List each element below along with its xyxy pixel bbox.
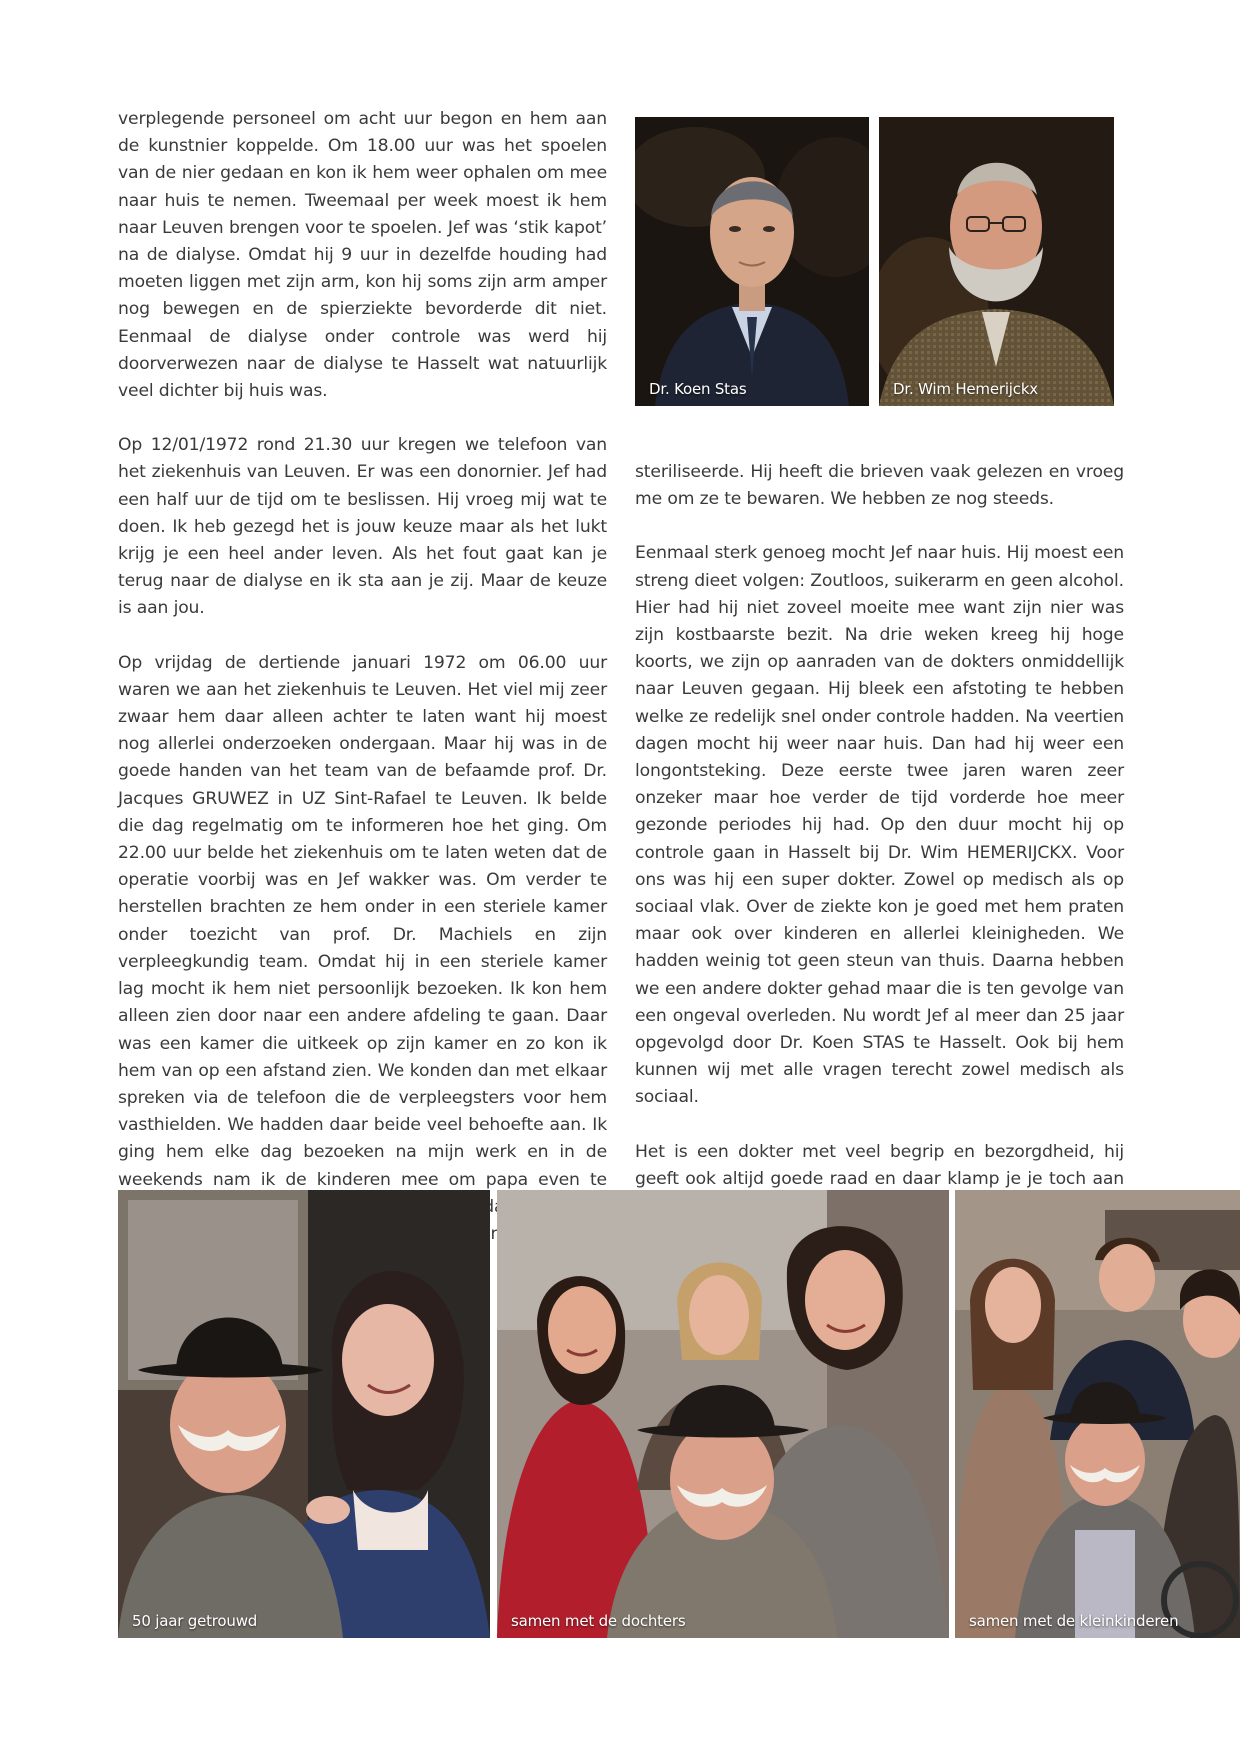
paragraph: Op vrijdag de dertiende januari 1972 om 06.00 uur waren we aan het ziekenhuis te Leuven. Het viel mij zeer zwaar hem daar alleen achter te laten want hij moest nog allerlei onderzoeken ondergaan. Maar hij was in de goede handen van het team van de befaamde prof. Dr. Jacques GRUWEZ in UZ Sint-Rafael te Leuven. Ik belde die dag regelmatig om te informeren hoe het ging. Om 22.00 uur belde het ziekenhuis om te laten weten dat de operatie voorbij was en Jef wakker was. Om verder te herstellen brachten ze hem onder in een steriele kamer onder toezicht van prof. Dr. Machiels en zijn verpleegkundig team. Omdat hij in een steriele kamer lag mocht ik hem niet persoonlijk bezoeken. Ik kon hem alleen zien door naar een andere afdeling te gaan. Daar was een kamer die uitkeek op zijn kamer en zo kon ik hem van op een afstand zien. We konden dan met elkaar spreken via de telefoon die de verpleegsters voor hem vasthielden. We hadden daar beide veel behoefte aan. Ik ging hem elke dag bezoeken na mijn werk en in de weekends nam ik de kinderen mee om papa even te: [118, 652, 607, 1190]
family-illustration: [955, 1190, 1240, 1638]
paragraph: verplegende personeel om acht uur begon en hem aan de kunstnier koppelde. Om 18.00 uur was het spoelen van de nier gedaan en kon ik hem weer ophalen om mee naar huis te nemen. Tweemaal per week moest ik hem naar Leuven brengen voor te spoelen. Jef was ‘stik kapot’ na de dialyse. Omdat hij 9 uur in dezelfde houding had moeten liggen met zijn arm, kon hij soms zijn arm amper nog bewegen en de spierziekte bevorderde dit niet. Eenmaal de dialyse onder controle was werd hij doorverwezen naar de dialyse te Hasselt wat natuurlijk veel dichter bij huis was.: [118, 109, 607, 402]
photo-fifty-years-married: [118, 1190, 490, 1638]
portrait-illustration: [635, 117, 869, 406]
couple-illustration: [118, 1190, 490, 1638]
portrait-photo-wim-hemerijckx: [879, 117, 1114, 406]
photo-caption: samen met de dochters: [511, 1612, 686, 1630]
photo-caption: Dr. Koen Stas: [649, 380, 747, 398]
photo-with-grandchildren: [955, 1190, 1240, 1638]
paragraph: steriliseerde. Hij heeft die brieven vaak gelezen en vroeg me om ze te bewaren. We hebben ze nog steeds.: [635, 462, 1124, 510]
paragraph: Op 12/01/1972 rond 21.30 uur kregen we telefoon van het ziekenhuis van Leuven. Er was een donornier. Jef had een half uur de tijd om te beslissen. Hij vroeg mij wat te doen. Ik heb gezegd het is jouw keuze maar als het lukt krijg je een heel ander leven. Als het fout gaat kan je terug naar de dialyse en ik sta aan je zij. Maar de keuze is aan jou.: [118, 435, 607, 619]
paragraph: Eenmaal sterk genoeg mocht Jef naar huis. Hij moest een streng dieet volgen: Zoutloos, suikerarm en geen alcohol. Hier had hij niet zoveel moeite mee want zijn nier was zijn kostbaarste bezit. Na drie weken kreeg hij hoge koorts, we zijn op aanraden van de dokters onmiddellijk naar Leuven gegaan. Hij bleek een afstoting te hebben welke ze redelijk snel onder controle hadden. Na veertien dagen mocht hij weer naar huis. Dan had hij weer een longontsteking. Deze eerste twee jaren waren zeer onzeker maar hoe verder de tijd vorderde hoe meer gezonde periodes hij had. Op den duur mocht hij op controle gaan in Hasselt bij Dr. Wim HEMERIJCKX. Voor ons was hij een super dokter. Zowel op medisch als op sociaal vlak. Over de ziekte kon je goed met hem praten maar ook over kinderen en allerlei kleinigheden. We hadden weinig tot geen steun van thuis. Daarna hebben we een andere dokter gehad maar die is ten gevolge van een ongeval overleden. Nu wordt Jef al meer dan 25 jaar opgevolgd door Dr. Koen STAS te Hasselt. Ook bij hem kunnen wij met alle vragen terecht zowel medisch als sociaal.: [635, 543, 1124, 1108]
photo-caption: Dr. Wim Hemerijckx: [893, 380, 1038, 398]
photo-with-daughters: [497, 1190, 949, 1638]
photo-caption: samen met de kleinkinderen: [969, 1612, 1179, 1630]
photo-caption: 50 jaar getrouwd: [132, 1612, 258, 1630]
family-illustration: [497, 1190, 949, 1638]
paragraph: Het is een dokter met veel begrip en bezorgdheid, hij geeft ook altijd goede raad en daar klamp je je toch aan: [635, 1141, 1124, 1189]
article-left-column: [118, 106, 607, 1275]
portrait-photo-koen-stas: [635, 117, 869, 406]
portrait-illustration: [879, 117, 1114, 406]
article-right-column: [635, 459, 1124, 1220]
